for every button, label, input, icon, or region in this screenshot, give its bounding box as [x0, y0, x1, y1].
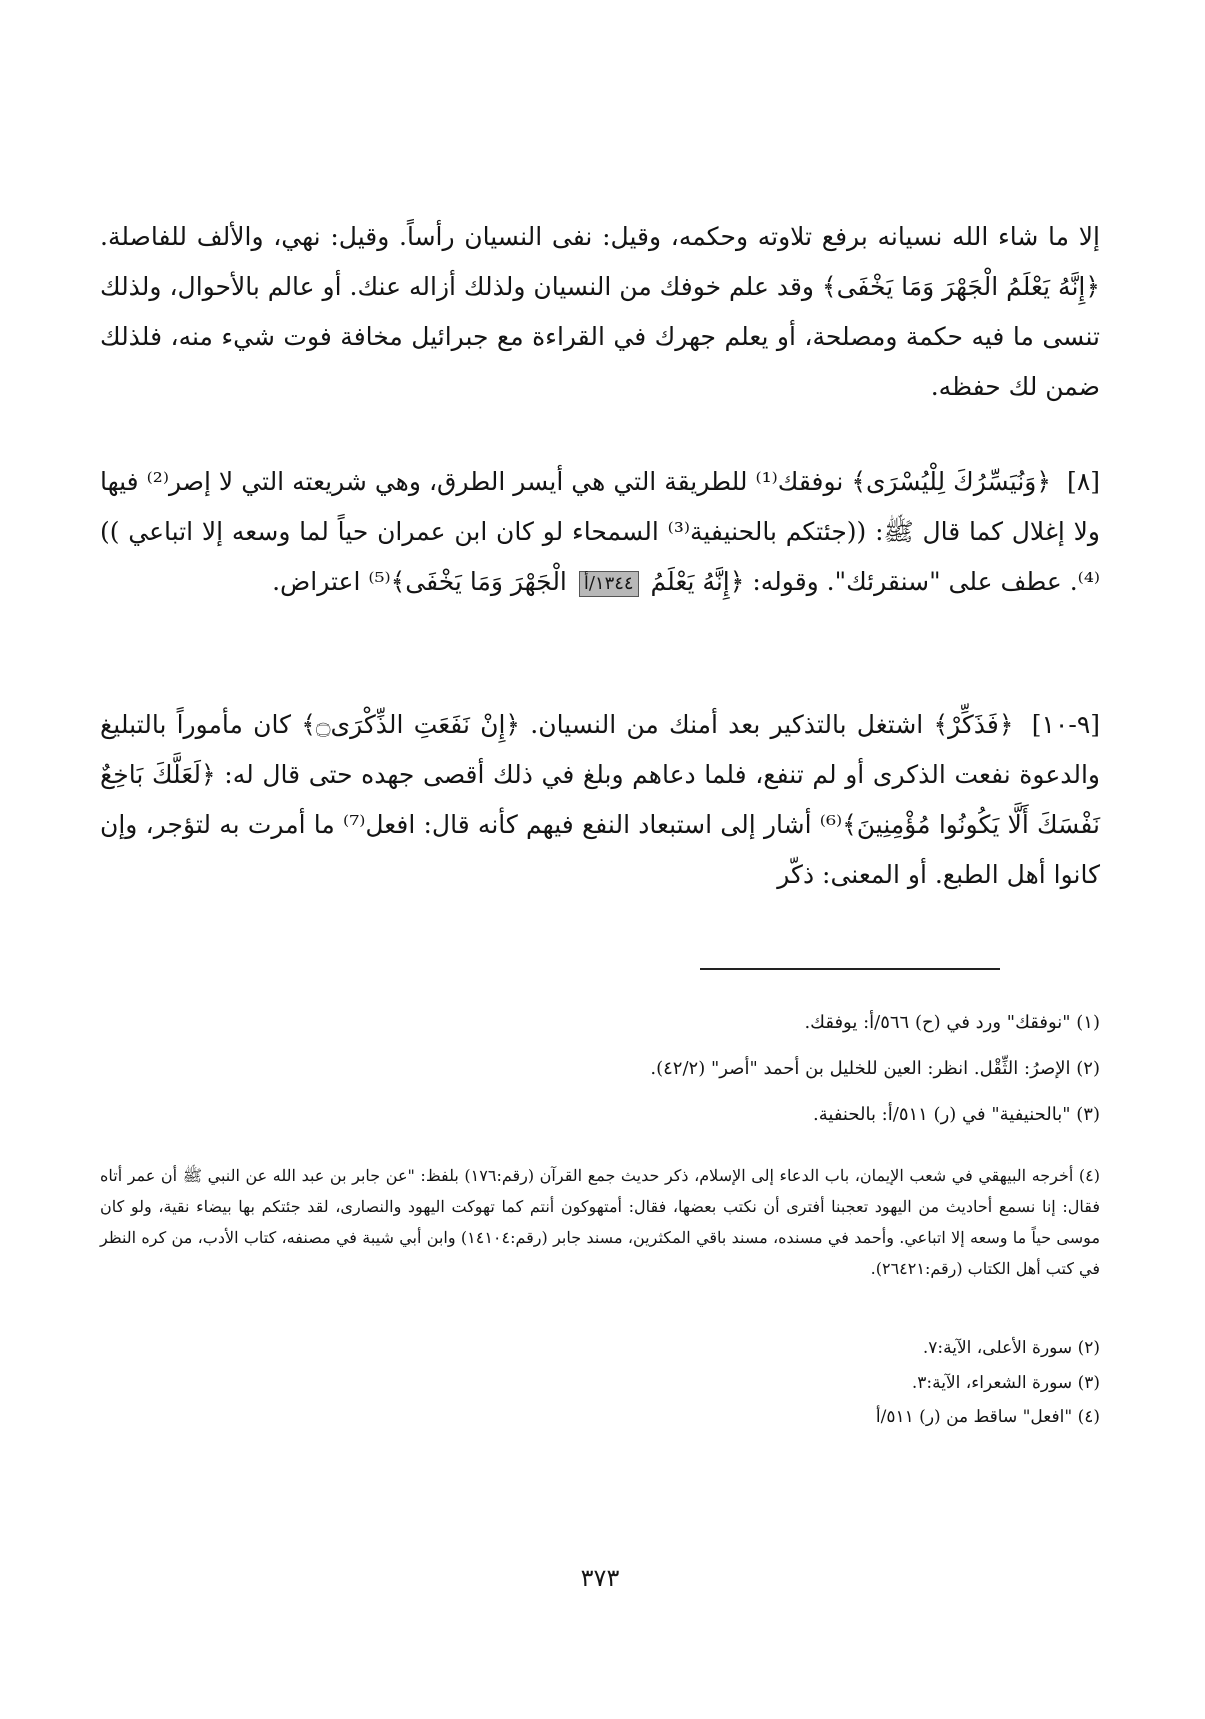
- footnote: (٤) "افعل" ساقط من (ر) ٥١١/أ: [875, 1407, 1100, 1427]
- footnote: (٤) أخرجه البيهقي في شعب الإيمان، باب الدعاء إلى الإسلام، ذكر حديث جمع القرآن (رقم:١٧٦) بلفظ: "عن جابر بن عبد الله عن النبي ﷺ أن عمر أتاه فقال: إنا نسمع أحاديث من اليهود تعجبنا أفترى أن نكتب بعضها، فقال: أمتهوكون أنتم كما تهوكت اليهود والنصارى، لقد جئتكم بها بيضاء نقية، ولو كان موسى حياً ما وسعه إلا اتباعي. وأحمد في مسنده، مسند باقي المكثرين، مسند جابر (رقم:١٤١٠٤) وابن أبي شيبة في مصنفه، كتاب الأدب، من كره النظر في كتب أهل الكتاب (رقم:٢٦٤٢١).: [100, 1166, 1101, 1278]
- footnote: (٢) الإصرُ: الثِّقْل. انظر: العين للخليل بن أحمد "أصر" (٤٢/٢).: [650, 1058, 1100, 1079]
- verse-number: [٨]: [1067, 467, 1101, 496]
- paragraph: [100, 700, 1100, 900]
- page-number: ٣٧٣: [580, 1564, 620, 1592]
- footnote: (١) "نوفقك" ورد في (ح) ٥٦٦/أ: يوفقك.: [804, 1012, 1100, 1033]
- verse-number: [٩-١٠]: [1031, 710, 1101, 739]
- footnote: (٢) سورة الأعلى، الآية:٧.: [922, 1338, 1100, 1358]
- paragraph-text: إلا ما شاء الله نسيانه برفع تلاوته وحكمه، وقيل: نفى النسيان رأساً. وقيل: نهي، والألف للفاصلة. ﴿إِنَّهُ يَعْلَمُ الْجَهْرَ وَمَا يَخْفَى﴾ وقد علم خوفك من النسيان ولذلك أزاله عنك. أو عالم بالأحوال، ولذلك تنسى ما فيه حكمة ومصلحة، أو يعلم جهرك في القراءة مع جبرائيل مخافة فوت شيء منه، فلذلك ضمن لك حفظه.: [100, 222, 1100, 401]
- paragraph-text: الْجَهْرَ وَمَا يَخْفَى﴾⁽⁵⁾ اعتراض.: [272, 567, 567, 596]
- manuscript-folio-box: ١٣٤٤/أ: [579, 571, 639, 597]
- footnote: (٣) "بالحنيفية" في (ر) ٥١١/أ: بالحنفية.: [813, 1104, 1100, 1125]
- paragraph-text: ﴿وَنُيَسِّرُكَ لِلْيُسْرَى﴾ نوفقك⁽¹⁾ للطريقة التي هي أيسر الطرق، وهي شريعته التي لا إصر⁽²⁾ فيها ولا إغلال كما قال ﷺ: ((جئتكم بالحنيفية⁽³⁾ السمحاء لو كان ابن عمران حياً لما وسعه إلا اتباعي ))⁽⁴⁾. عطف على "سنقرئك". وقوله: ﴿إِنَّهُ يَعْلَمُ: [100, 467, 1100, 596]
- footnote: (٣) سورة الشعراء، الآية:٣.: [911, 1373, 1100, 1393]
- paragraph: [100, 457, 1100, 607]
- paragraph: [100, 212, 1100, 412]
- footnote-divider: [700, 968, 1000, 970]
- paragraph-text: ﴿فَذَكِّرْ﴾ اشتغل بالتذكير بعد أمنك من النسيان. ﴿إِنْ نَفَعَتِ الذِّكْرَى۝﴾ كان مأموراً بالتبليغ والدعوة نفعت الذكرى أو لم تنفع، فلما دعاهم وبلغ في ذلك أقصى جهده حتى قال له: ﴿لَعَلَّكَ بَاخِعٌ نَفْسَكَ أَلَّا يَكُونُوا مُؤْمِنِينَ﴾⁽⁶⁾ أشار إلى استبعاد النفع فيهم كأنه قال: افعل⁽⁷⁾ ما أمرت به لتؤجر، وإن كانوا أهل الطبع. أو المعنى: ذكّر: [100, 710, 1100, 889]
